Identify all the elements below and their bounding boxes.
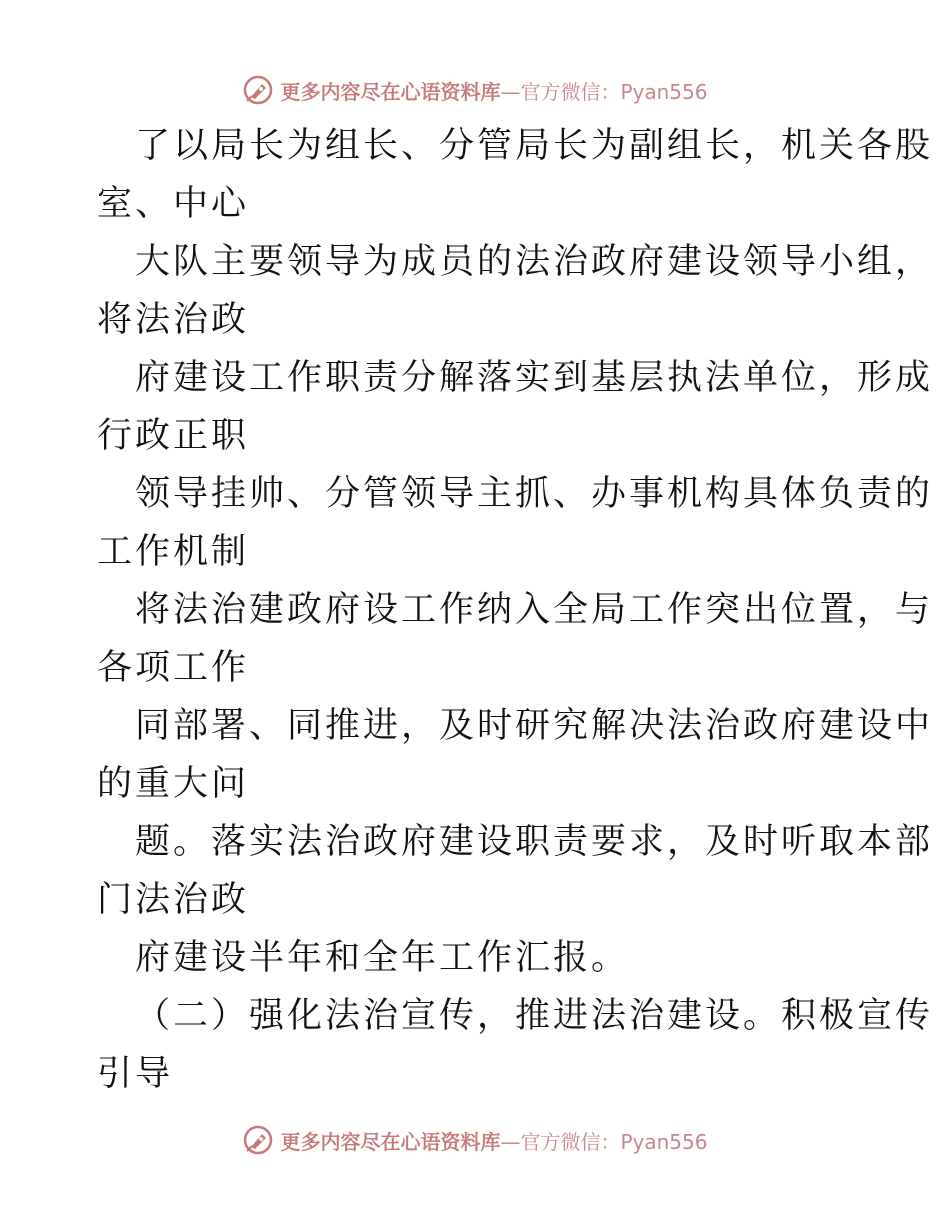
text-line: 行政正职	[97, 416, 250, 456]
text-line: 领导挂帅、分管领导主抓、办事机构具体负责的	[135, 474, 934, 514]
watermark-text: 更多内容尽在心语资料库—官方微信：Pyan556	[280, 79, 708, 104]
text-line: 的重大问	[97, 764, 250, 804]
text-line: 大队主要领导为成员的法治政府建设领导小组，	[135, 242, 934, 282]
text-line: 各项工作	[97, 648, 250, 688]
text-line: 室、中心	[97, 184, 250, 224]
text-line: 门法治政	[97, 880, 250, 920]
document-body	[97, 117, 934, 1103]
pen-nib-logo-icon	[242, 1124, 274, 1156]
text-line: 同部署、同推进，及时研究解决法治政府建设中	[135, 706, 934, 746]
text-line: 工作机制	[97, 532, 250, 572]
text-line: （二）强化法治宣传，推进法治建设。积极宣传	[135, 996, 934, 1036]
text-line: 府建设半年和全年工作汇报。	[135, 938, 630, 978]
text-line: 了以局长为组长、分管局长为副组长，机关各股	[135, 126, 934, 166]
text-line: 引导	[97, 1054, 174, 1094]
text-line: 题。落实法治政府建设职责要求，及时听取本部	[135, 822, 934, 862]
header-watermark	[0, 73, 950, 107]
footer-watermark	[0, 1123, 950, 1157]
text-line: 将法治建政府设工作纳入全局工作突出位置，与	[135, 590, 934, 630]
text-line: 将法治政	[97, 300, 250, 340]
text-line: 府建设工作职责分解落实到基层执法单位，形成	[135, 358, 934, 398]
watermark-text: 更多内容尽在心语资料库—官方微信：Pyan556	[280, 1129, 708, 1154]
pen-nib-logo-icon	[242, 74, 274, 106]
